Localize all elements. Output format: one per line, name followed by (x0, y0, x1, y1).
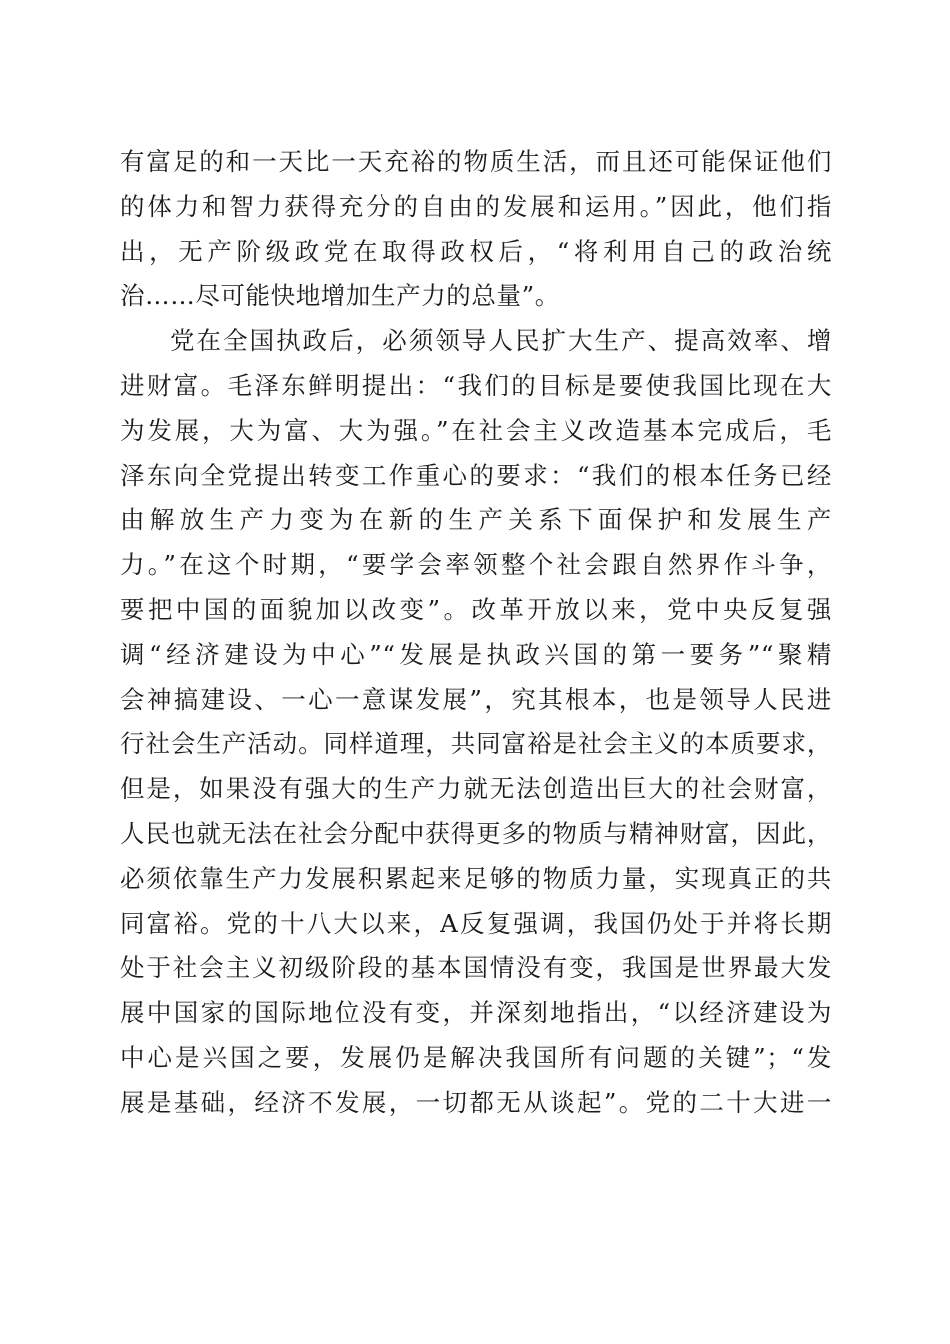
text-line: 进财富。毛泽东鲜明提出：“我们的目标是要使我国比现在大 (120, 370, 832, 400)
text-line: 同富裕。党的十八大以来，A反复强调，我国仍处于并将长期 (120, 908, 832, 938)
text-line: 力。”在这个时期，“要学会率领整个社会跟自然界作斗争， (120, 550, 832, 580)
text-line: 要把中国的面貌加以改变”。改革开放以来，党中央反复强 (120, 594, 832, 624)
text-line: 泽东向全党提出转变工作重心的要求：“我们的根本任务已经 (120, 460, 832, 490)
text-line: 调“经济建设为中心”“发展是执政兴国的第一要务”“聚精 (120, 639, 832, 669)
text-line: 有富足的和一天比一天充裕的物质生活，而且还可能保证他们 (120, 147, 832, 176)
text-line: 但是，如果没有强大的生产力就无法创造出巨大的社会财富， (120, 774, 832, 804)
body-text (120, 140, 832, 1126)
text-line: 治……尽可能快地增加生产力的总量”。 (120, 281, 560, 311)
text-line: 人民也就无法在社会分配中获得更多的物质与精神财富，因此， (120, 818, 832, 848)
text-line: 行社会生产活动。同样道理，共同富裕是社会主义的本质要求， (120, 729, 832, 759)
text-line: 展中国家的国际地位没有变，并深刻地指出，“以经济建设为 (120, 998, 832, 1028)
paragraph-first-line: 党在全国执政后，必须领导人民扩大生产、提高效率、增 (170, 326, 832, 356)
text-line: 会神搞建设、一心一意谋发展”，究其根本，也是领导人民进 (120, 684, 832, 714)
text-line: 由解放生产力变为在新的生产关系下面保护和发展生产 (120, 505, 832, 535)
text-line: 为发展，大为富、大为强。”在社会主义改造基本完成后，毛 (120, 415, 832, 445)
text-line: 处于社会主义初级阶段的基本国情没有变，我国是世界最大发 (120, 953, 832, 983)
text-line: 的体力和智力获得充分的自由的发展和运用。”因此，他们指 (120, 191, 832, 221)
text-line: 出，无产阶级政党在取得政权后，“将利用自己的政治统 (120, 236, 832, 266)
text-line: 中心是兴国之要，发展仍是解决我国所有问题的关键”；“发 (120, 1042, 832, 1072)
text-line: 必须依靠生产力发展积累起来足够的物质力量，实现真正的共 (120, 863, 832, 893)
text-line: 展是基础，经济不发展，一切都无从谈起”。党的二十大进一 (120, 1087, 832, 1117)
